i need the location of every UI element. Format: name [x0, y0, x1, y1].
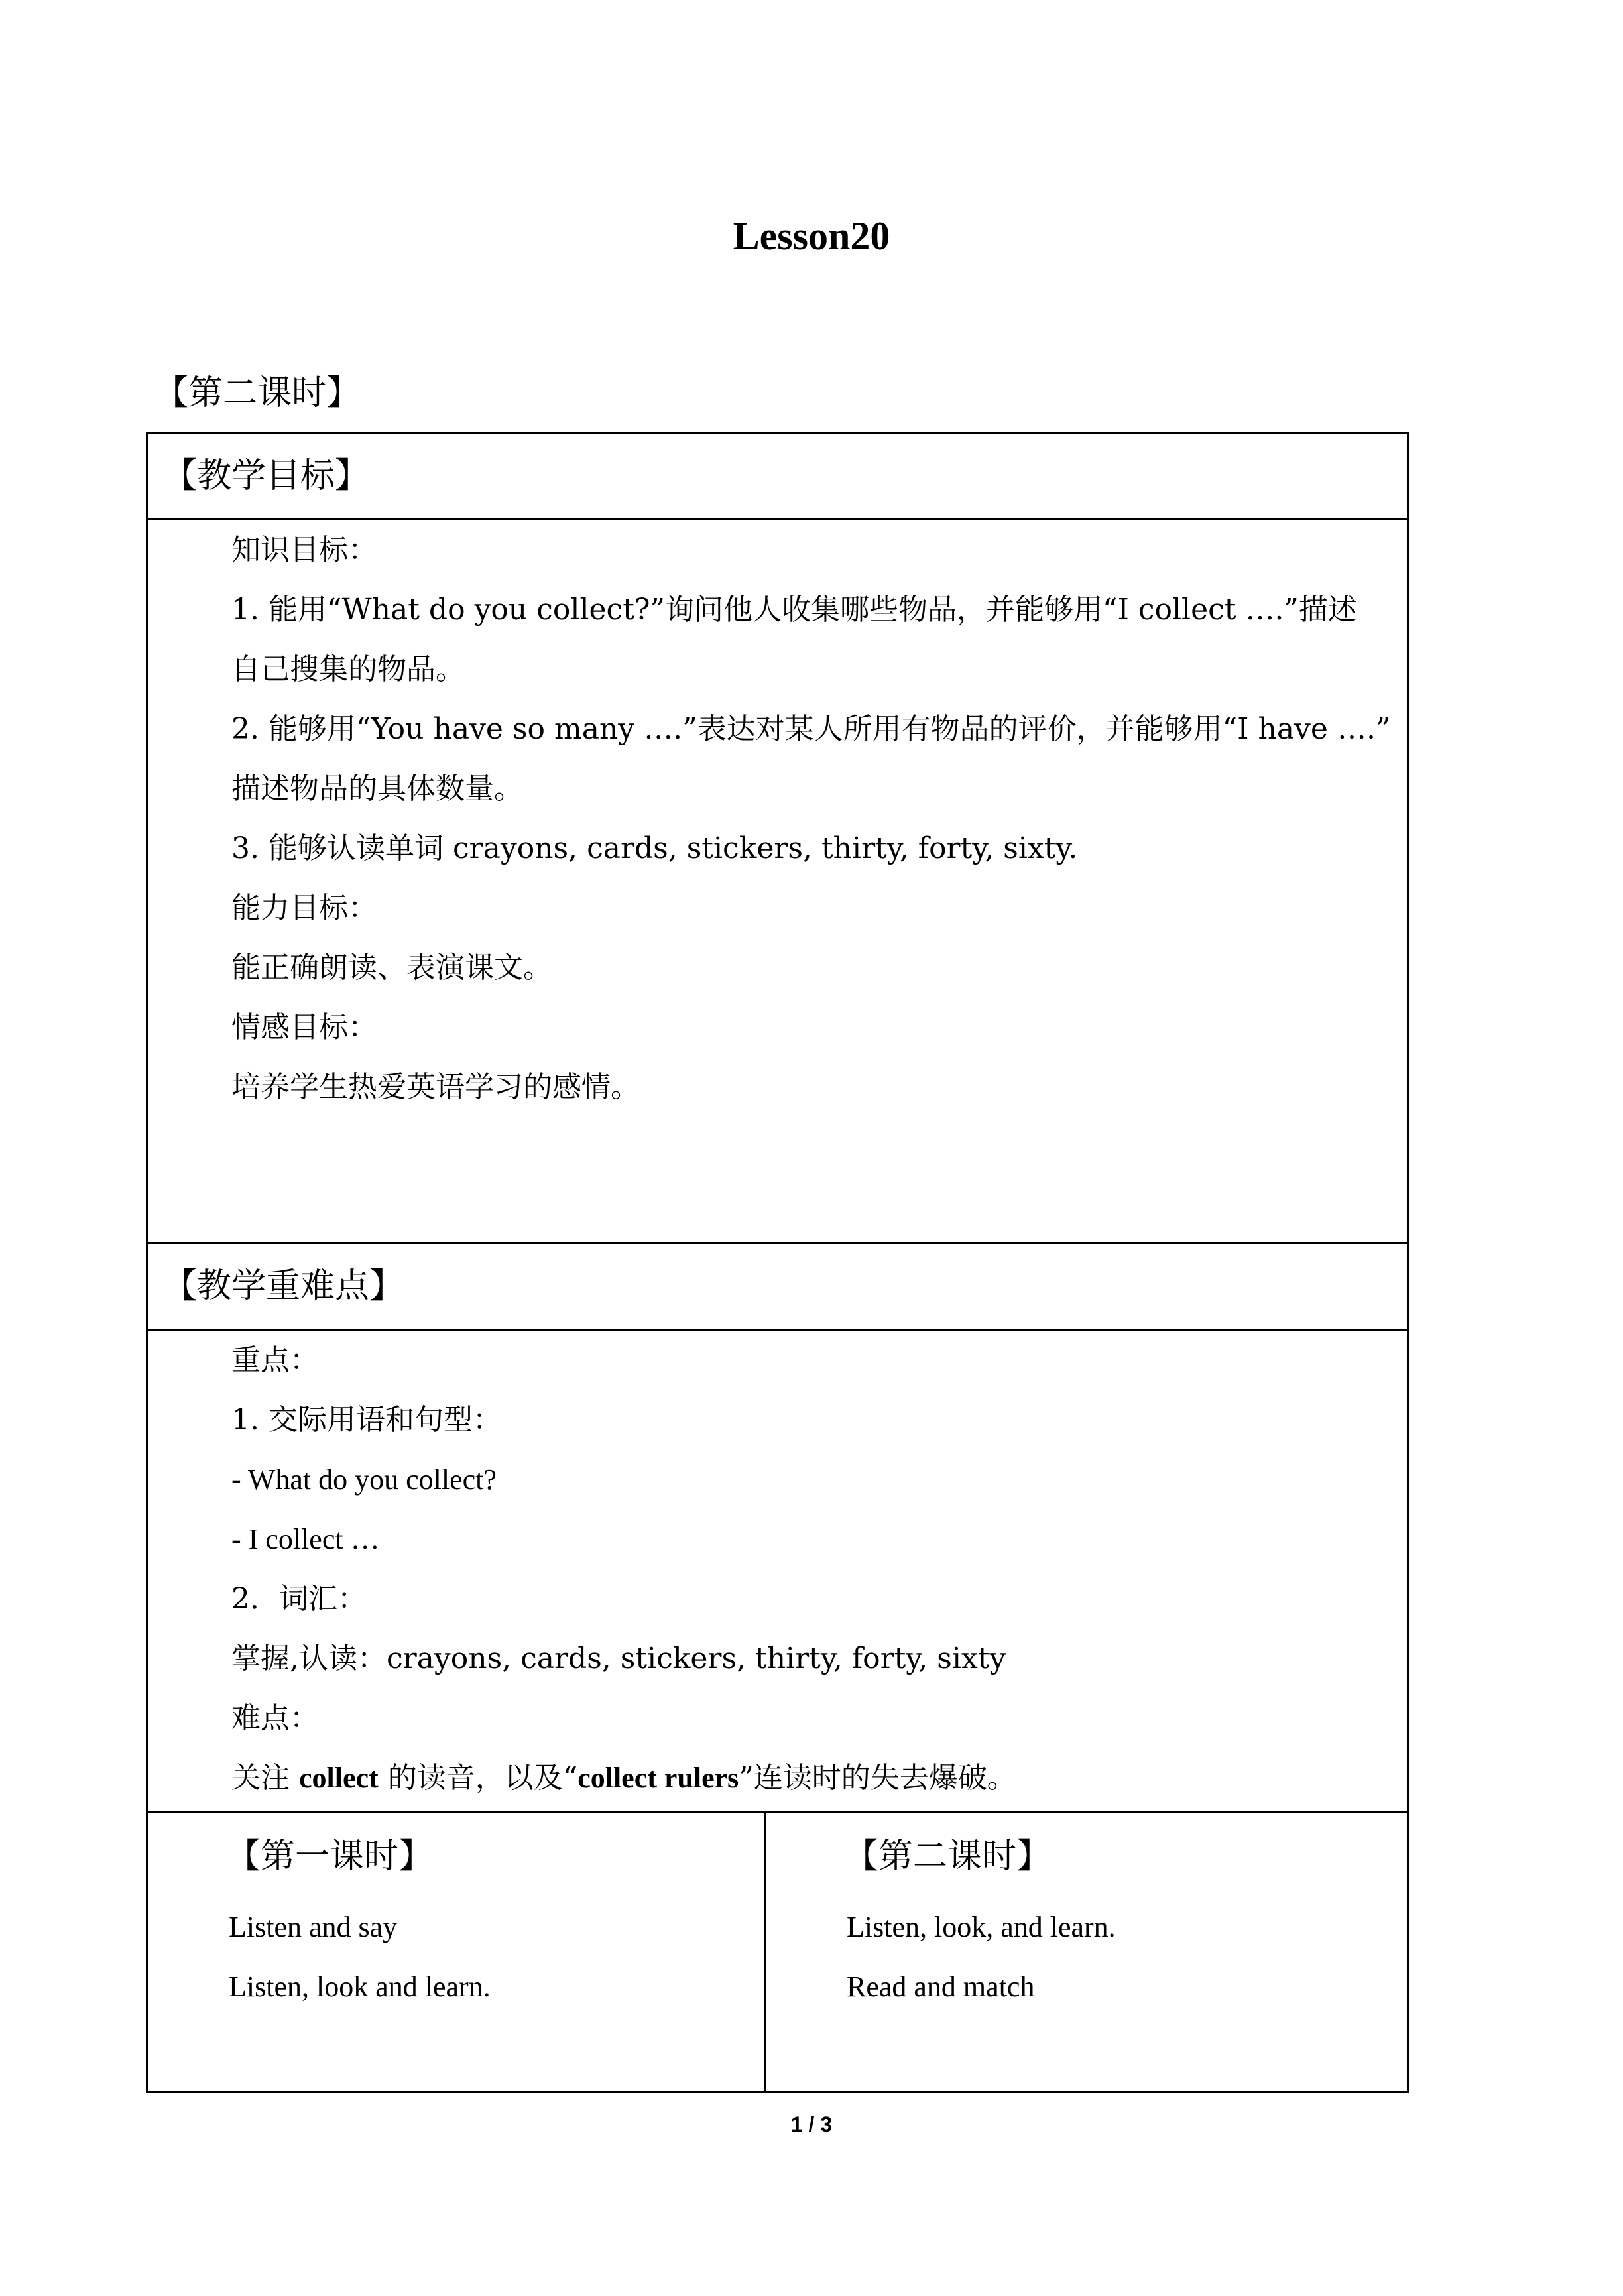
objective-item-2-cont: 描述物品的具体数量。 — [231, 772, 523, 806]
second-period-cell — [765, 1812, 1408, 2092]
focus-label: 重点： — [231, 1343, 319, 1377]
lesson-plan-table — [146, 432, 1409, 2093]
page-number: 1 / 3 — [790, 2112, 833, 2136]
ability-label: 能力目标： — [231, 891, 377, 925]
difficulty-word: collect — [299, 1762, 379, 1794]
objective-item-2: 2. 能够用“You have so many ….”表达对某人所用有物品的评价，并能够用“I have ….” — [231, 712, 1391, 746]
emotion-text: 培养学生热爱英语学习的感情。 — [231, 1070, 640, 1104]
second-period-heading: 【第二课时】 — [844, 1837, 1052, 1876]
difficulty-suffix: ”连读时的失去爆破。 — [739, 1761, 1016, 1795]
difficulty-prefix: 关注 — [231, 1761, 299, 1795]
first-period-item: Listen and say — [229, 1911, 398, 1943]
first-period-item: Listen, look and learn. — [229, 1970, 491, 2003]
key-points-heading: 【教学重难点】 — [147, 1243, 1408, 1330]
second-period-item: Listen, look, and learn. — [847, 1911, 1116, 1943]
objective-item-1-cont: 自己搜集的物品。 — [231, 652, 465, 686]
first-period-heading: 【第一课时】 — [226, 1837, 434, 1876]
knowledge-label: 知识目标： — [231, 533, 377, 567]
first-period-cell — [147, 1812, 765, 2092]
difficulty-label: 难点： — [231, 1701, 319, 1735]
objective-item-3: 3. 能够认读单词 crayons, cards, stickers, thirty, forty, sixty. — [231, 831, 1078, 865]
difficulty-phrase: collect rulers — [577, 1762, 739, 1794]
emotion-label: 情感目标： — [231, 1010, 377, 1044]
vocabulary-line: 掌握,认读：crayons, cards, stickers, thirty, forty, sixty — [231, 1642, 1006, 1675]
objective-item-1: 1. 能用“What do you collect?”询问他人收集哪些物品，并能够用“I collect ….”描述 — [231, 593, 1357, 627]
document-title: Lesson20 — [733, 214, 890, 258]
dialog-answer: - I collect … — [231, 1523, 380, 1555]
ability-text: 能正确朗读、表演课文。 — [231, 951, 552, 985]
focus-item-1: 1. 交际用语和句型： — [231, 1403, 502, 1437]
objectives-heading: 【教学目标】 — [147, 433, 1408, 520]
difficulty-text — [165, 1748, 1394, 1808]
difficulty-middle: 的读音，以及“ — [378, 1761, 578, 1795]
dialog-question: - What do you collect? — [231, 1463, 497, 1496]
session-label: 【第二课时】 — [154, 373, 361, 413]
second-period-item: Read and match — [847, 1970, 1035, 2003]
focus-item-2: 2．词汇： — [231, 1582, 367, 1616]
key-points-body — [147, 1330, 1408, 1812]
objectives-body — [147, 520, 1408, 1243]
